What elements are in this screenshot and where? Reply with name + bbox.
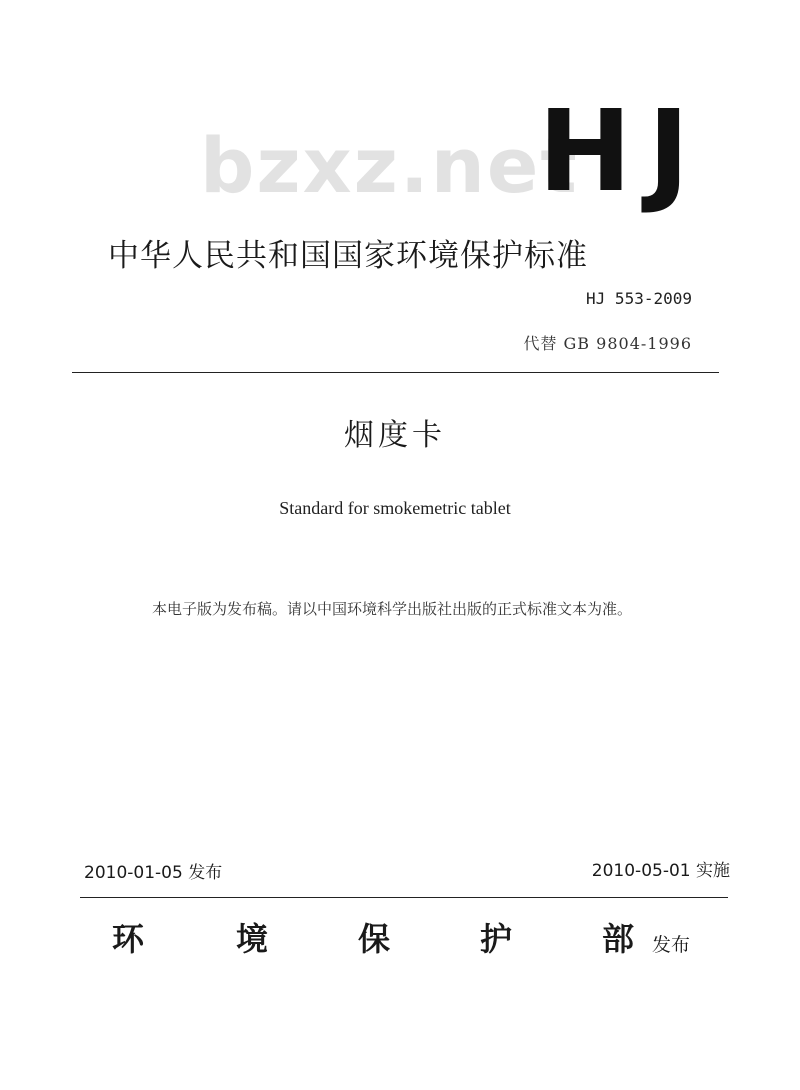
issuer-char: 保 xyxy=(358,920,391,958)
issuer-char: 环 xyxy=(112,920,145,958)
issue-date: 2010-01-05 发布 xyxy=(84,863,223,883)
issuer-suffix: 发布 xyxy=(652,934,691,956)
bottom-divider xyxy=(80,897,728,898)
issuer-char: 部 xyxy=(602,920,635,958)
country-standard-heading: 中华人民共和国国家环境保护标准 xyxy=(108,238,588,274)
watermark: bzxz.net xyxy=(200,121,579,210)
electronic-version-notice: 本电子版为发布稿。请以中国环境科学出版社出版的正式标准文本为准。 xyxy=(151,600,632,618)
replaces-standard: 代替 GB 9804-1996 xyxy=(523,334,692,353)
issuing-authority xyxy=(112,920,712,964)
issuer-char: 护 xyxy=(480,920,513,958)
hj-logo: HJ xyxy=(538,87,706,217)
top-divider xyxy=(72,372,719,373)
document-title-english: Standard for smokemetric tablet xyxy=(279,498,511,518)
implementation-date: 2010-05-01 实施 xyxy=(591,861,730,881)
issuer-char: 境 xyxy=(236,920,269,958)
standard-number: HJ 553-2009 xyxy=(586,289,692,308)
document-title: 烟度卡 xyxy=(344,418,446,453)
